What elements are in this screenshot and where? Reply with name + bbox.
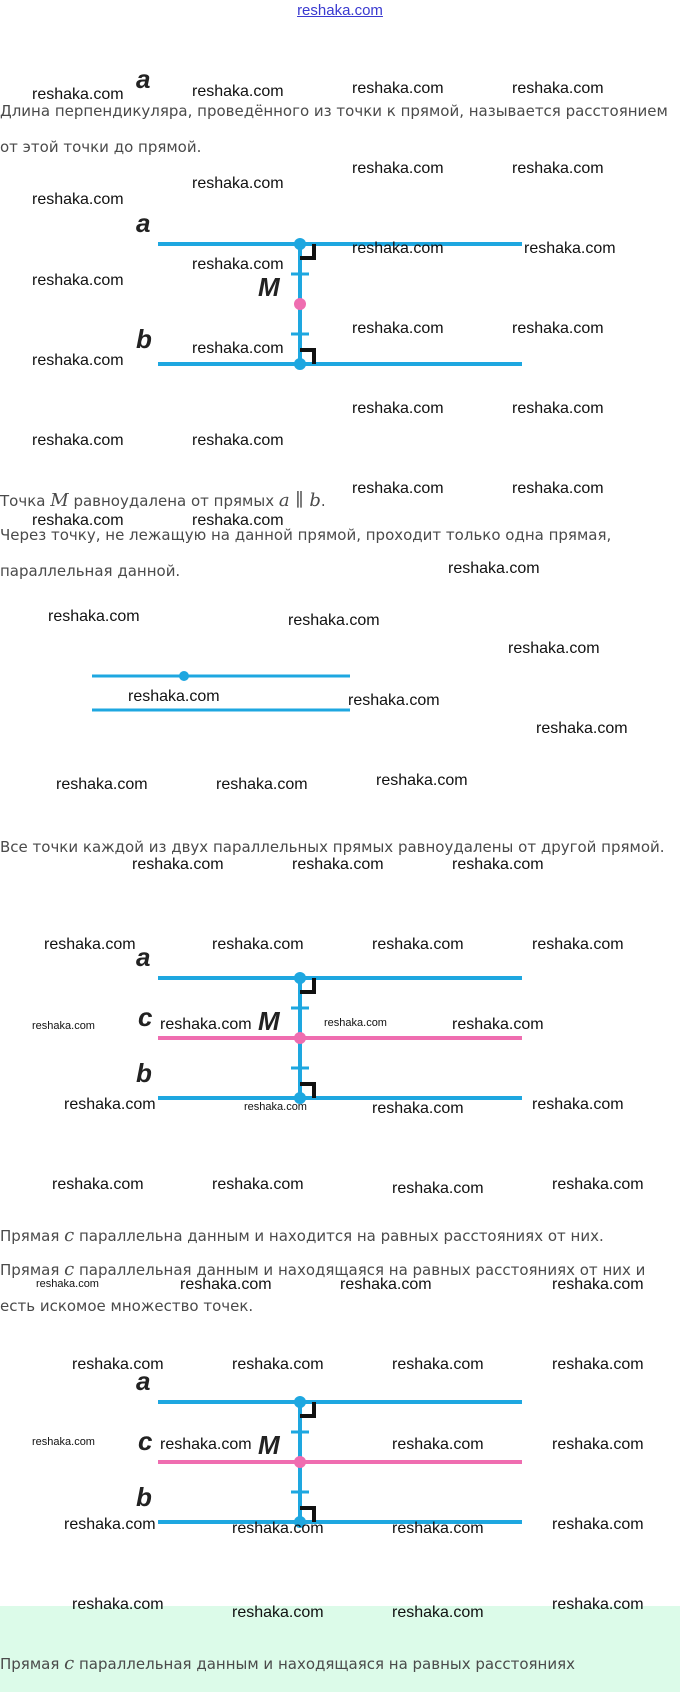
watermark: reshaka.com [192, 340, 284, 357]
watermark: reshaka.com [64, 1516, 156, 1533]
label-m: M [258, 1006, 280, 1036]
label-b: b [136, 1482, 152, 1512]
watermark: reshaka.com [64, 1096, 156, 1113]
watermark: reshaka.com [180, 1276, 272, 1293]
watermark: reshaka.com [288, 612, 380, 629]
watermark: reshaka.com [192, 432, 284, 449]
label-c: c [138, 1426, 153, 1456]
watermark: reshaka.com [212, 1176, 304, 1193]
watermark: reshaka.com [48, 608, 140, 625]
watermark: reshaka.com [512, 320, 604, 337]
watermark: reshaka.com [132, 856, 224, 873]
watermark: reshaka.com [552, 1436, 644, 1453]
text: параллельная данным и находящаяся на равных расстояниях от них и есть искомое множество точек. [0, 1261, 646, 1315]
watermark: reshaka.com [32, 512, 124, 529]
math-expr-a-parallel-b: a ∥ b [278, 490, 321, 511]
watermark: reshaka.com [536, 720, 628, 737]
watermark: reshaka.com [452, 1016, 544, 1033]
paragraph-answer-highlighted [0, 1646, 676, 1682]
watermark: reshaka.com [512, 480, 604, 497]
watermark: reshaka.com [392, 1180, 484, 1197]
point-on-line [179, 671, 189, 681]
watermark: reshaka.com [160, 1436, 252, 1453]
point-on-a [294, 1396, 306, 1408]
watermark: reshaka.com [552, 1516, 644, 1533]
label-b: b [136, 324, 152, 354]
math-var-c: c [64, 1653, 75, 1674]
label-a: a [136, 208, 151, 238]
text: Прямая [0, 1655, 65, 1673]
watermark: reshaka.com [192, 175, 284, 192]
watermark: reshaka.com [192, 512, 284, 529]
point-m [294, 298, 306, 310]
label-a: a [136, 64, 151, 94]
point-on-a [294, 972, 306, 984]
text: параллельна данным и находится на равных расстояниях от них. [74, 1227, 604, 1245]
point-on-b [294, 358, 306, 370]
paragraph-parallel-axiom: Через точку, не лежащую на данной прямой, проходит только одна прямая, параллельная данной. [0, 526, 612, 580]
site-link[interactable]: reshaka.com [297, 2, 383, 19]
watermark: reshaka.com [392, 1436, 484, 1453]
watermark: reshaka.com [352, 400, 444, 417]
math-var-c: c [64, 1259, 75, 1280]
watermark: reshaka.com [52, 1176, 144, 1193]
watermark: reshaka.com [32, 1436, 95, 1448]
watermark: reshaka.com [340, 1276, 432, 1293]
watermark: reshaka.com [324, 1017, 387, 1029]
watermark: reshaka.com [192, 256, 284, 273]
watermark: reshaka.com [192, 83, 284, 100]
watermark: reshaka.com [552, 1596, 644, 1613]
text: Прямая [0, 1227, 65, 1245]
watermark: reshaka.com [32, 432, 124, 449]
watermark: reshaka.com [72, 1356, 164, 1373]
watermark: reshaka.com [292, 856, 384, 873]
watermark: reshaka.com [532, 1096, 624, 1113]
watermark: reshaka.com [392, 1520, 484, 1537]
watermark: reshaka.com [376, 772, 468, 789]
text: Прямая [0, 1261, 65, 1279]
label-m: M [258, 272, 280, 302]
math-var-c: c [64, 1225, 75, 1246]
watermark: reshaka.com [532, 936, 624, 953]
label-c: c [138, 1002, 153, 1032]
paragraph-parallel-equidistant: Все точки каждой из двух параллельных прямых равноудалены от другой прямой. [0, 838, 665, 856]
watermark: reshaka.com [72, 1596, 164, 1613]
watermark: reshaka.com [372, 1100, 464, 1117]
watermark: reshaka.com [552, 1176, 644, 1193]
paragraph-line-c-parallel [0, 1218, 676, 1254]
point-on-a [294, 238, 306, 250]
point-m [294, 1032, 306, 1044]
watermark: reshaka.com [392, 1604, 484, 1621]
watermark: reshaka.com [232, 1604, 324, 1621]
label-a: a [136, 1366, 151, 1396]
watermark: reshaka.com [512, 400, 604, 417]
watermark: reshaka.com [524, 240, 616, 257]
watermark: reshaka.com [232, 1520, 324, 1537]
watermark: reshaka.com [372, 936, 464, 953]
watermark: reshaka.com [36, 1278, 99, 1290]
watermark: reshaka.com [508, 640, 600, 657]
figure-parallel-lines [0, 660, 680, 720]
text: равноудалена от прямых [68, 492, 279, 510]
watermark: reshaka.com [348, 692, 440, 709]
watermark: reshaka.com [128, 688, 220, 705]
watermark: reshaka.com [352, 160, 444, 177]
text: параллельная данным и находящаяся на равных расстояниях [74, 1655, 575, 1673]
watermark: reshaka.com [352, 320, 444, 337]
watermark: reshaka.com [32, 191, 124, 208]
label-a: a [136, 942, 151, 972]
watermark: reshaka.com [32, 272, 124, 289]
text: . [320, 492, 326, 510]
watermark: reshaka.com [392, 1356, 484, 1373]
label-b: b [136, 1058, 152, 1088]
paragraph-distance-definition: Длина перпендикуляра, проведённого из точки к прямой, называется расстоянием от этой точки до прямой. [0, 102, 668, 156]
watermark: reshaka.com [160, 1016, 252, 1033]
text: Точка [0, 492, 51, 510]
watermark: reshaka.com [212, 936, 304, 953]
watermark: reshaka.com [552, 1356, 644, 1373]
watermark: reshaka.com [32, 1020, 95, 1032]
watermark: reshaka.com [352, 480, 444, 497]
watermark: reshaka.com [244, 1101, 307, 1113]
watermark: reshaka.com [452, 856, 544, 873]
watermark: reshaka.com [352, 80, 444, 97]
watermark: reshaka.com [216, 776, 308, 793]
watermark: reshaka.com [56, 776, 148, 793]
watermark: reshaka.com [232, 1356, 324, 1373]
watermark: reshaka.com [512, 80, 604, 97]
watermark: reshaka.com [32, 352, 124, 369]
watermark: reshaka.com [552, 1276, 644, 1293]
watermark: reshaka.com [352, 240, 444, 257]
point-m [294, 1456, 306, 1468]
watermark: reshaka.com [44, 936, 136, 953]
watermark: reshaka.com [512, 160, 604, 177]
watermark: reshaka.com [32, 86, 124, 103]
math-var-m: M [50, 490, 69, 511]
watermark: reshaka.com [448, 560, 540, 577]
label-m: M [258, 1430, 280, 1460]
